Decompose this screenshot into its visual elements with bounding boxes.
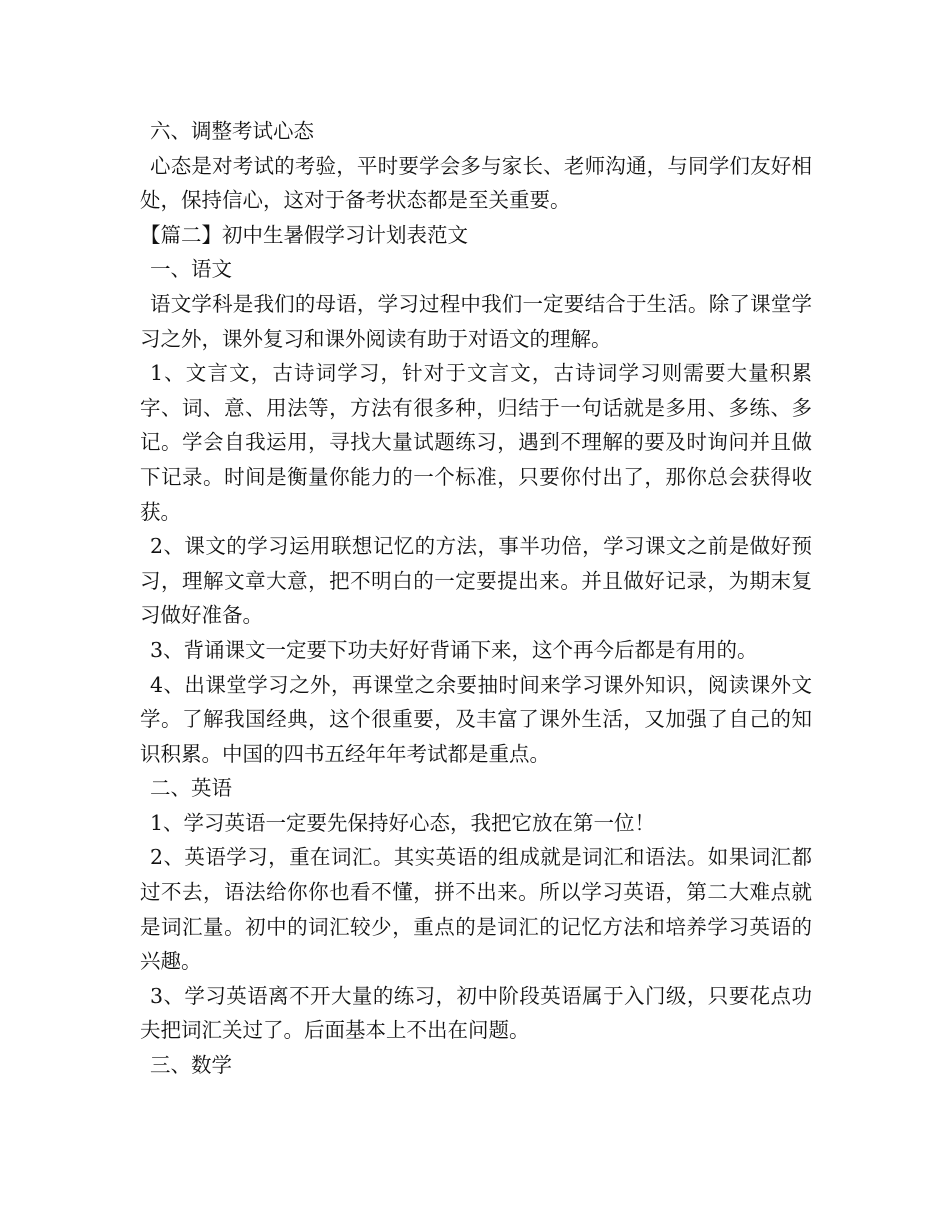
paragraph-mindset: 心态是对考试的考验，平时要学会多与家长、老师沟通，与同学们友好相处，保持信心，这对于备考状态都是至关重要。 bbox=[140, 153, 812, 213]
section-heading-math: 三、数学 bbox=[150, 1053, 232, 1078]
section-heading-mindset: 六、调整考试心态 bbox=[150, 119, 314, 143]
paragraph-chinese-intro: 语文学科是我们的母语，学习过程中我们一定要结合于生活。除了课堂学习之外，课外复习和课外阅读有助于对语文的理解。 bbox=[140, 291, 812, 351]
paragraph-chinese-4: 4、出课堂学习之外，再课堂之余要抽时间来学习课外知识，阅读课外文学。了解我国经典，这个很重要，及丰富了课外生活，又加强了自己的知识积累。中国的四书五经年年考试都是重点。 bbox=[140, 672, 812, 766]
paragraph-chinese-3: 3、背诵课文一定要下功夫好好背诵下来，这个再今后都是有用的。 bbox=[150, 637, 758, 662]
paragraph-chinese-1: 1、文言文，古诗词学习，针对于文言文，古诗词学习则需要大量积累字、词、意、用法等，方法有很多种，归结于一句话就是多用、多练、多记。学会自我运用，寻找大量试题练习，遇到不理解的要及时询问并且做下记录。时间是衡量你能力的一个标准，只要你付出了，那你总会获得收获。 bbox=[140, 361, 812, 524]
document-body bbox=[140, 114, 812, 1083]
article-title-part-two: 【篇二】初中生暑假学习计划表范文 bbox=[140, 222, 468, 247]
paragraph-english-1: 1、学习英语一定要先保持好心态，我把它放在第一位！ bbox=[150, 810, 656, 835]
section-heading-english: 二、英语 bbox=[150, 776, 232, 801]
paragraph-english-2: 2、英语学习，重在词汇。其实英语的组成就是词汇和语法。如果词汇都过不去，语法给你你也看不懂，拼不出来。所以学习英语，第二大难点就是词汇量。初中的词汇较少，重点的是词汇的记忆方法和培养学习英语的兴趣。 bbox=[140, 845, 812, 974]
paragraph-chinese-2: 2、课文的学习运用联想记忆的方法，事半功倍，学习课文之前是做好预习，理解文章大意，把不明白的一定要提出来。并且做好记录，为期末复习做好准备。 bbox=[140, 534, 812, 628]
section-heading-chinese: 一、语文 bbox=[150, 257, 232, 282]
paragraph-english-3: 3、学习英语离不开大量的练习，初中阶段英语属于入门级，只要花点功夫把词汇关过了。后面基本上不出在问题。 bbox=[140, 983, 812, 1043]
